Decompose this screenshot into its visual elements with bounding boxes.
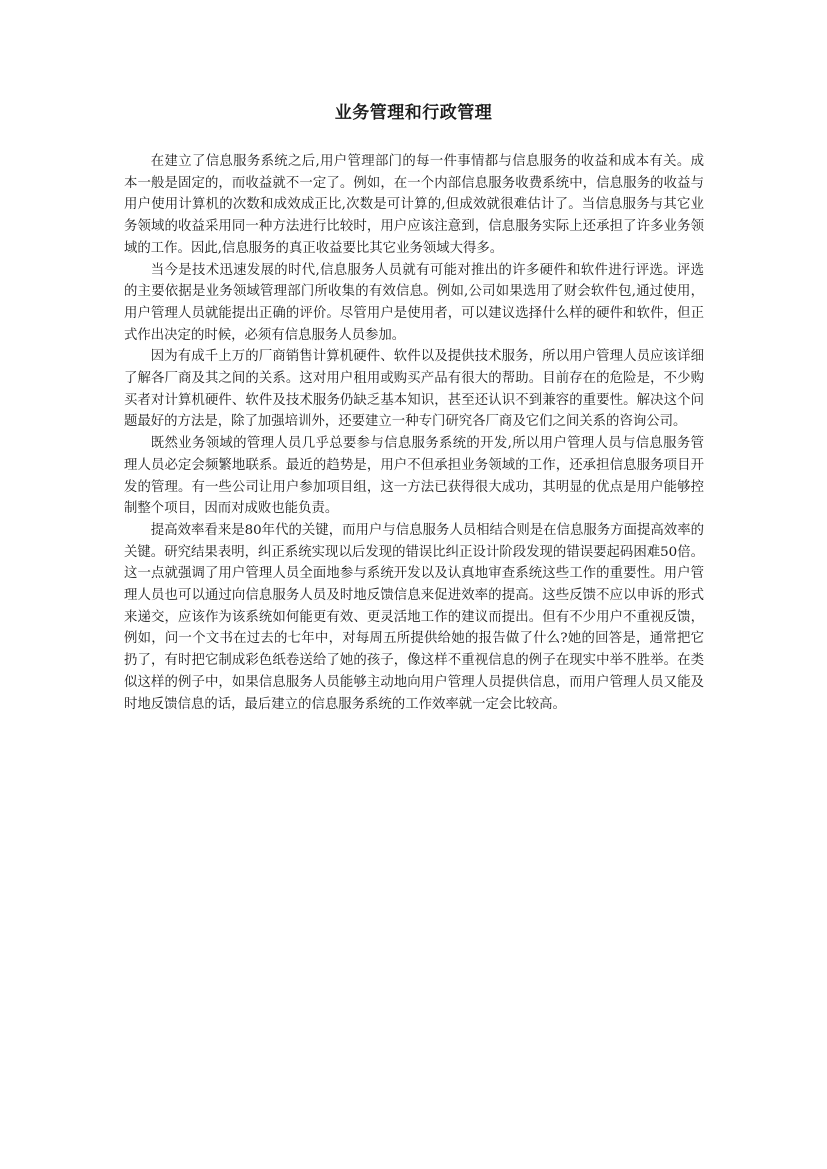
paragraph: 因为有成千上万的厂商销售计算机硬件、软件以及提供技术服务，所以用户管理人员应该详细了解各厂商及其之间的关系。这对用户租用或购买产品有很大的帮助。目前存在的危险是，不少购买者对计算机硬件、软件及技术服务仍缺乏基本知识，甚至还认识不到兼容的重要性。解决这个问题最好的方法是，除了加强培训外，还要建立一种专门研究各厂商及它们之间关系的咨询公司。 [124, 349, 704, 430]
paragraph: 既然业务领域的管理人员几乎总要参与信息服务系统的开发,所以用户管理人员与信息服务管理人员必定会频繁地联系。最近的趋势是，用户不但承担业务领域的工作，还承担信息服务项目开发的管理。有一些公司让用户参加项目组，这一方法已获得很大成功，其明显的优点是用户能够控制整个项目，因而对成败也能负责。 [124, 436, 704, 517]
paragraph: 提高效率看来是80年代的关键，而用户与信息服务人员相结合则是在信息服务方面提高效率的关键。研究结果表明，纠正系统实现以后发现的错误比纠正设计阶段发现的错误要起码困难50倍。这一点就强调了用户管理人员全面地参与系统开发以及认真地审查系统这些工作的重要性。用户管理人员也可以通过向信息服务人员及时地反馈信息来促进效率的提高。这些反馈不应以申诉的形式来递交，应该作为该系统如何能更有效、更灵活地工作的建议而提出。但有不少用户不重视反馈，例如，问一个文书在过去的七年中，对每周五所提供给她的报告做了什么?她的回答是，通常把它扔了，有时把它制成彩色纸卷送给了她的孩子，像这样不重视信息的例子在现实中举不胜举。在类似这样的例子中，如果信息服务人员能够主动地向用户管理人员提供信息，而用户管理人员又能及时地反馈信息的话，最后建立的信息服务系统的工作效率就一定会比较高。 [124, 522, 704, 712]
paragraph: 在建立了信息服务系统之后,用户管理部门的每一件事情都与信息服务的收益和成本有关。成本一般是固定的，而收益就不一定了。例如，在一个内部信息服务收费系统中，信息服务的收益与用户使用计算机的次数和成效成正比,次数是可计算的,但成效就很难估计了。当信息服务与其它业务领域的收益采用同一种方法进行比较时，用户应该注意到，信息服务实际上还承担了许多业务领域的工作。因此,信息服务的真正收益要比其它业务领域大得多。 [124, 154, 704, 256]
document-body [124, 151, 704, 715]
paragraph: 当今是技术迅速发展的时代,信息服务人员就有可能对推出的许多硬件和软件进行评选。评选的主要依据是业务领域管理部门所收集的有效信息。例如,公司如果选用了财会软件包,通过使用，用户管理人员就能提出正确的评价。尽管用户是使用者，可以建议选择什么样的硬件和软件，但正式作出决定的时候，必须有信息服务人员参加。 [124, 262, 704, 343]
document-title: 业务管理和行政管理 [334, 103, 493, 123]
